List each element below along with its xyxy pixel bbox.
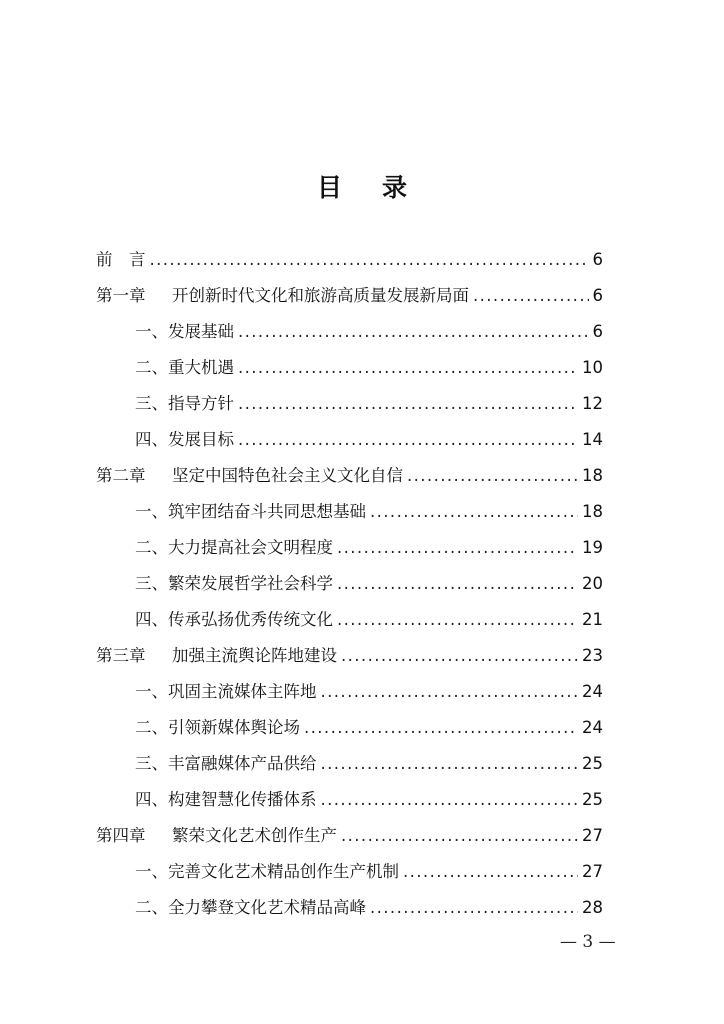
toc-section-row[interactable] [0,890,724,926]
toc-entry [135,314,603,350]
toc-page-number: 21 [582,610,603,629]
toc-entry [96,638,603,674]
toc-dot-leader [341,638,578,674]
title-char-2: 录 [382,173,408,202]
toc-entry-title: 四、发展目标 [135,430,234,449]
toc-entry-title: 一、发展基础 [135,322,234,341]
toc-chapter-row[interactable] [0,458,724,494]
toc-dot-leader [238,422,578,458]
toc-section-row[interactable] [0,530,724,566]
toc-page-number: 18 [582,502,603,521]
toc-dot-leader [238,350,578,386]
toc-section-row[interactable] [0,674,724,710]
toc-entry-title: 三、指导方针 [135,394,234,413]
toc-page-number: 24 [582,718,603,737]
toc-dot-leader [150,242,589,278]
toc-entry [96,278,603,314]
toc-page-number: 27 [582,862,603,881]
toc-dot-leader [337,602,578,638]
toc-page-number: 25 [582,754,603,773]
toc-page-number: 6 [592,250,603,269]
toc-dot-leader [238,314,589,350]
toc-dot-leader [370,890,578,926]
toc-page-number: 20 [582,574,603,593]
toc-entry [135,674,603,710]
toc-entry [135,602,603,638]
toc-entry [135,530,603,566]
toc-entry-title: 二、全力攀登文化艺术精品高峰 [135,898,366,917]
page-title [0,168,724,204]
toc-entry [135,782,603,818]
toc-entry [135,422,603,458]
toc-entry [135,386,603,422]
toc-dot-leader [321,746,579,782]
toc-section-row[interactable] [0,422,724,458]
toc-entry [135,494,603,530]
toc-page-number: 25 [582,790,603,809]
toc-page-number: 14 [582,430,603,449]
toc-page-number: 12 [582,394,603,413]
toc-entry [135,710,603,746]
toc-section-row[interactable] [0,350,724,386]
toc-chapter-number: 第一章 [96,286,146,305]
toc-dot-leader [407,458,578,494]
toc-dot-leader [238,386,578,422]
toc-entry-title: 加强主流舆论阵地建设 [172,646,337,665]
toc-entry-title: 四、传承弘扬优秀传统文化 [135,610,333,629]
toc-section-row[interactable] [0,746,724,782]
toc-chapter-row[interactable] [0,278,724,314]
toc-chapter-row[interactable] [0,242,724,278]
toc-entry-title: 开创新时代文化和旅游高质量发展新局面 [172,286,469,305]
title-char-1: 目 [316,173,342,202]
toc-page-number: 23 [582,646,603,665]
toc-page-number: 6 [592,322,603,341]
toc-page-number: 10 [582,358,603,377]
toc-entry-title: 三、繁荣发展哲学社会科学 [135,574,333,593]
toc-chapter-row[interactable] [0,638,724,674]
toc-section-row[interactable] [0,854,724,890]
toc-section-row[interactable] [0,566,724,602]
toc-entry-title: 四、构建智慧化传播体系 [135,790,317,809]
toc-entry [96,818,603,854]
toc-entry [135,350,603,386]
toc-dot-leader [337,530,578,566]
toc-page-number: 28 [582,898,603,917]
toc-entry-title: 三、丰富融媒体产品供给 [135,754,317,773]
toc-chapter-row[interactable] [0,818,724,854]
toc-dot-leader [341,818,578,854]
toc-entry-title: 一、完善文化艺术精品创作生产机制 [135,862,399,881]
toc-entry-title: 一、巩固主流媒体主阵地 [135,682,317,701]
toc-page-number: 27 [582,826,603,845]
toc-entry-title: 一、筑牢团结奋斗共同思想基础 [135,502,366,521]
toc-entry-title: 坚定中国特色社会主义文化自信 [172,466,403,485]
toc-chapter-number: 第二章 [96,466,146,485]
page-number-footer: — 3 — [560,932,616,952]
toc-section-row[interactable] [0,602,724,638]
toc-section-row[interactable] [0,314,724,350]
toc-dot-leader [473,278,589,314]
toc-entry [135,746,603,782]
toc-entry-title: 繁荣文化艺术创作生产 [172,826,337,845]
toc-section-row[interactable] [0,782,724,818]
toc-entry-title: 二、大力提高社会文明程度 [135,538,333,557]
toc-page-number: 18 [582,466,603,485]
toc-entry [135,854,603,890]
toc-entry-title: 二、引领新媒体舆论场 [135,718,300,737]
toc-dot-leader [321,782,579,818]
toc-dot-leader [321,674,579,710]
toc-section-row[interactable] [0,386,724,422]
toc-entry [135,890,603,926]
toc-entry-title: 二、重大机遇 [135,358,234,377]
toc-dot-leader [370,494,578,530]
toc-section-row[interactable] [0,710,724,746]
toc-dot-leader [337,566,578,602]
toc-chapter-number: 前 言 [96,250,146,269]
toc-entry [135,566,603,602]
toc-chapter-number: 第四章 [96,826,146,845]
toc-entry [96,242,603,278]
toc-dot-leader [304,710,578,746]
toc-page-number: 6 [592,286,603,305]
toc-entry [96,458,603,494]
toc-chapter-number: 第三章 [96,646,146,665]
toc-dot-leader [403,854,578,890]
toc-section-row[interactable] [0,494,724,530]
toc-page-number: 24 [582,682,603,701]
toc-page-number: 19 [582,538,603,557]
